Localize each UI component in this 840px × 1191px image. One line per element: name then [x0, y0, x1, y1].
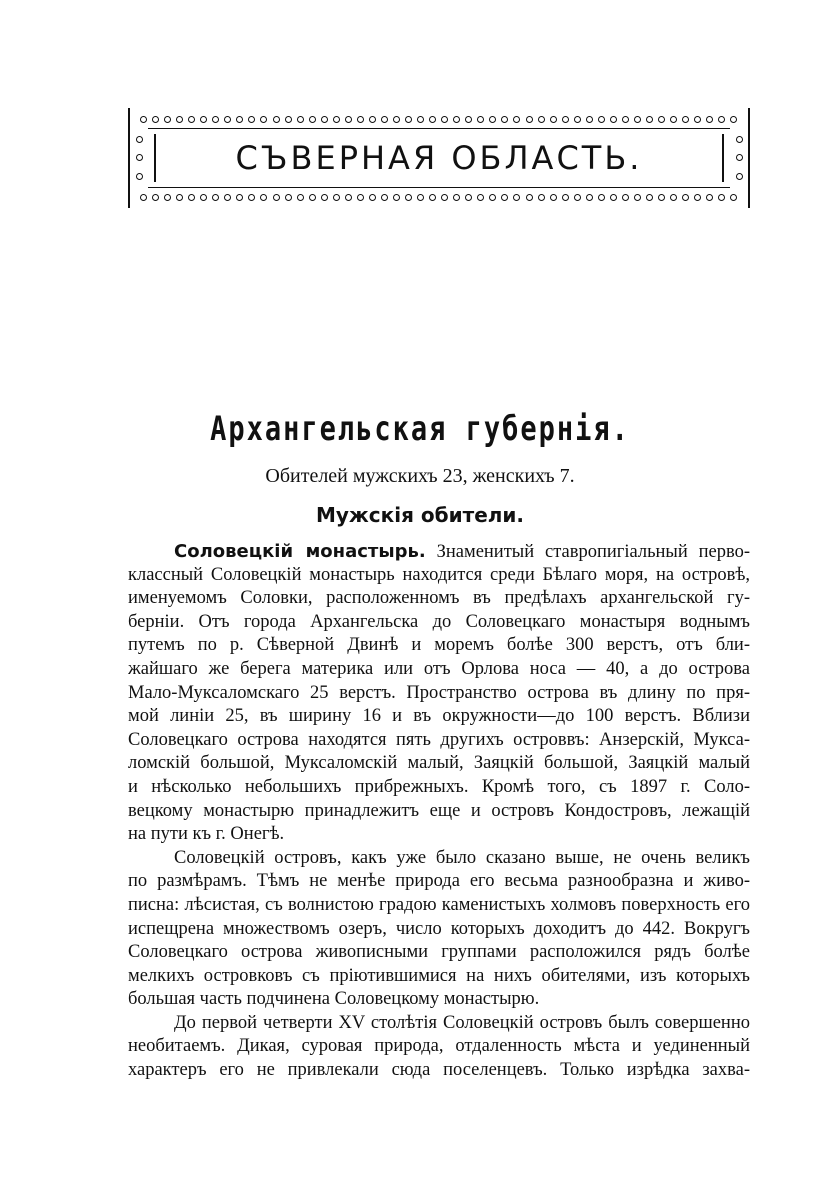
article-line: большая часть подчинена Соловецкому монастырю. — [128, 989, 540, 1010]
article-line: берніи. Отъ города Архангельска до Соловецкаго монастыря воднымъ — [128, 611, 750, 632]
monastery-counts: Обителей мужскихъ 23, женскихъ 7. — [265, 465, 575, 487]
banner-dots-top — [140, 112, 738, 126]
article-line: мелкихъ островковъ съ пріютившимися на нихъ обителями, изъ которыхъ — [128, 965, 750, 986]
article-line: Соловецкаго острова находятся пять другихъ островвъ: Анзерскій, Мукса- — [128, 729, 750, 750]
article-line: необитаемъ. Дикая, суровая природа, отдаленность мѣста и уединенный — [128, 1036, 750, 1057]
article-line: по размѣрамъ. Тѣмъ не менѣе природа его весьма разнообразна и живо- — [128, 871, 750, 892]
province-title: Архангельская губернія. — [210, 410, 630, 449]
section-banner — [128, 108, 750, 208]
article-line: ломскій большой, Муксаломскій малый, Заяцкій большой, Заяцкій малый — [128, 753, 750, 774]
article-line: именуемомъ Соловки, расположенномъ въ предѣлахъ архангельской гу- — [128, 588, 750, 609]
section-heading: Мужскія обители. — [315, 503, 525, 527]
article-line: Мало-Муксаломскаго 25 верстъ. Пространство острова въ длину по пря- — [128, 682, 750, 703]
article-line: Соловецкаго острова живописными группами расположился рядъ болѣе — [128, 942, 750, 963]
article-line: До первой четверти XV столѣтія Соловецкій островъ былъ совершенно — [174, 1012, 750, 1033]
article-body — [128, 540, 750, 1083]
article-line: на пути къ г. Онегѣ. — [128, 824, 285, 845]
banner-dots-left — [132, 130, 146, 186]
article-lead: Соловецкій монастырь. — [174, 541, 426, 562]
article-line: характеръ его не привлекали сюда поселенцевъ. Только изрѣдка захва- — [128, 1060, 750, 1081]
banner-title: СЪВЕРНАЯ ОБЛАСТЬ. — [235, 139, 643, 177]
article-line: Соловецкій островъ, какъ уже было сказано выше, не очень великъ — [174, 847, 750, 868]
article-line: жайшаго же берега материка или отъ Орлова носа — 40, а до острова — [128, 658, 750, 679]
article-line: путемъ по р. Сѣверной Двинѣ и моремъ болѣе 300 верстъ, отъ бли- — [128, 635, 750, 656]
article-line: классный Соловецкій монастырь находится среди Бѣлаго моря, на островѣ, — [128, 564, 750, 585]
banner-rule-top — [148, 128, 730, 129]
article-line — [128, 540, 750, 564]
article-line: и нѣсколько небольшихъ прибрежныхъ. Кромѣ того, съ 1897 г. Соло- — [128, 776, 750, 797]
banner-inner-box — [154, 134, 724, 182]
banner-dots-right — [732, 130, 746, 186]
banner-dots-bottom — [140, 190, 738, 204]
article-line: мой линіи 25, въ ширину 16 и въ окружности—до 100 верстъ. Вблизи — [128, 706, 750, 727]
banner-rule-bottom — [148, 187, 730, 188]
article-line: испещрена множествомъ озеръ, число которыхъ доходитъ до 442. Вокругъ — [128, 918, 750, 939]
article-line: вецкому монастырю принадлежитъ еще и островъ Кондостровъ, лежащій — [128, 800, 750, 821]
article-line: писна: лѣсистая, съ волнистою градою каменистыхъ холмовъ поверхность его — [128, 894, 750, 915]
article-line-rest: Знаменитый ставропигіальный перво- — [436, 542, 750, 562]
